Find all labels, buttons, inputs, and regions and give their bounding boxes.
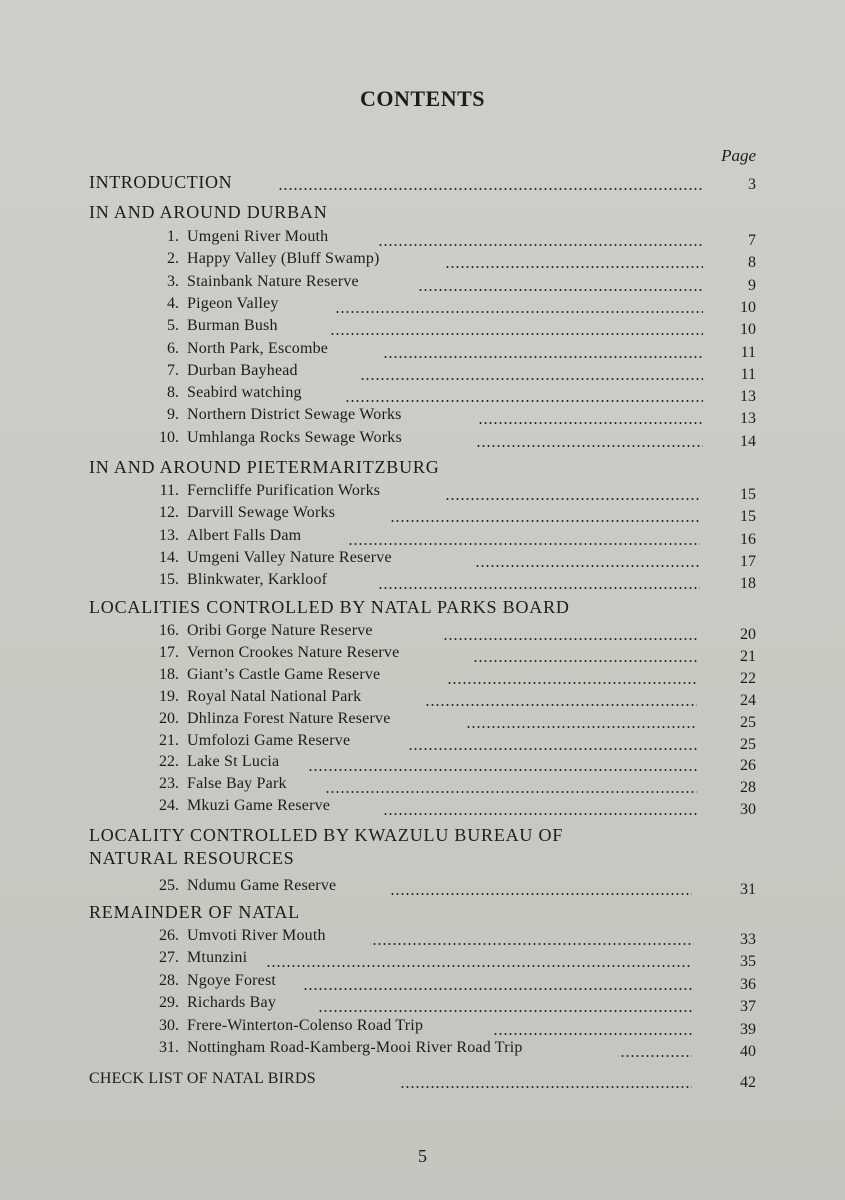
entry-number: 3.	[167, 273, 179, 290]
entry-title: Mkuzi Game Reserve	[187, 797, 331, 814]
dot-leader	[466, 726, 697, 728]
toc-entry	[0, 753, 845, 775]
entry-number: 28.	[159, 972, 179, 989]
dot-leader	[383, 356, 703, 358]
toc-entry	[0, 384, 845, 406]
toc-entry	[0, 362, 845, 384]
entry-title: CHECK LIST OF NATAL BIRDS	[89, 1070, 316, 1087]
entry-page-number: 8	[748, 254, 756, 271]
entry-number: 18.	[159, 666, 179, 683]
dot-leader	[345, 400, 703, 402]
dot-leader	[266, 965, 692, 967]
page-column-label: Page	[721, 146, 756, 165]
toc-entry	[0, 644, 845, 666]
entry-page-number: 37	[740, 998, 756, 1015]
dot-leader	[425, 704, 697, 706]
toc-entry	[0, 571, 845, 593]
toc-entry	[0, 527, 845, 549]
dot-leader	[476, 445, 703, 447]
entry-page-number: 26	[740, 757, 756, 774]
entry-title: Umgeni River Mouth	[187, 228, 329, 245]
entry-number: 12.	[159, 504, 179, 521]
dot-leader	[318, 1010, 692, 1012]
section-heading: REMAINDER OF NATAL	[89, 902, 300, 922]
entry-title: Dhlinza Forest Nature Reserve	[187, 710, 391, 727]
entry-title: Nottingham Road-Kamberg-Mooi River Road Trip	[187, 1039, 523, 1056]
entry-number: 13.	[159, 527, 179, 544]
entry-number: 14.	[159, 549, 179, 566]
entry-number: 27.	[159, 949, 179, 966]
entry-page-number: 13	[740, 410, 756, 427]
entry-page-number: 16	[740, 531, 756, 548]
entry-title: Umvoti River Mouth	[187, 927, 326, 944]
dot-leader	[335, 311, 703, 313]
entry-page-number: 30	[740, 801, 756, 818]
dot-leader	[390, 520, 700, 522]
entry-title: Ngoye Forest	[187, 972, 277, 989]
dot-leader	[378, 244, 703, 246]
entry-number: 23.	[159, 775, 179, 792]
dot-leader	[378, 587, 700, 589]
entry-title: Richards Bay	[187, 994, 277, 1011]
entry-number: 1.	[167, 228, 179, 245]
section-heading: IN AND AROUND PIETERMARITZBURG	[89, 457, 440, 477]
entry-number: 24.	[159, 797, 179, 814]
section-heading: NATURAL RESOURCES	[89, 848, 295, 868]
entry-title: Stainbank Nature Reserve	[187, 273, 359, 290]
toc-entry	[0, 622, 845, 644]
entry-number: 7.	[167, 362, 179, 379]
entry-title: Lake St Lucia	[187, 753, 280, 770]
entry-page-number: 13	[740, 388, 756, 405]
entry-page-number: 21	[740, 648, 756, 665]
toc-entry	[0, 340, 845, 362]
entry-number: 2.	[167, 250, 179, 267]
entry-page-number: 11	[740, 344, 756, 361]
entry-title: Giant’s Castle Game Reserve	[187, 666, 381, 683]
dot-leader	[493, 1033, 692, 1035]
entry-page-number: 10	[740, 321, 756, 338]
entry-title: Seabird watching	[187, 384, 302, 401]
toc-entry	[0, 732, 845, 754]
dot-leader	[473, 660, 697, 662]
entry-title: Albert Falls Dam	[187, 527, 302, 544]
section-heading: IN AND AROUND DURBAN	[89, 202, 328, 222]
entry-number: 5.	[167, 317, 179, 334]
toc-entry	[0, 228, 845, 250]
toc-entry	[0, 797, 845, 819]
entry-page-number: 28	[740, 779, 756, 796]
toc-entry	[0, 994, 845, 1016]
toc-entry	[0, 250, 845, 272]
entry-title: Blinkwater, Karkloof	[187, 571, 328, 588]
entry-page-number: 31	[740, 881, 756, 898]
entry-title: Burman Bush	[187, 317, 278, 334]
entry-page-number: 22	[740, 670, 756, 687]
toc-entry	[0, 688, 845, 710]
entry-title: Northern District Sewage Works	[187, 406, 402, 423]
dot-leader	[383, 813, 697, 815]
toc-entry	[0, 949, 845, 971]
entry-number: 15.	[159, 571, 179, 588]
dot-leader	[360, 378, 703, 380]
entry-page-number: 10	[740, 299, 756, 316]
entry-number: 8.	[167, 384, 179, 401]
entry-page-number: 15	[740, 486, 756, 503]
dot-leader	[278, 188, 703, 190]
entry-page-number: 25	[740, 714, 756, 731]
toc-entry	[0, 1017, 845, 1039]
entry-title: North Park, Escombe	[187, 340, 329, 357]
entry-page-number: 15	[740, 508, 756, 525]
entry-title: Darvill Sewage Works	[187, 504, 336, 521]
dot-leader	[348, 543, 700, 545]
entry-title: INTRODUCTION	[89, 172, 233, 192]
dot-leader	[475, 565, 700, 567]
toc-entry	[0, 406, 845, 428]
entry-page-number: 24	[740, 692, 756, 709]
dot-leader	[308, 769, 697, 771]
toc-entry	[0, 273, 845, 295]
entry-number: 9.	[167, 406, 179, 423]
toc-entry	[0, 429, 845, 451]
dot-leader	[330, 333, 703, 335]
toc-entry	[0, 710, 845, 732]
dot-leader	[390, 893, 692, 895]
dot-leader	[445, 498, 700, 500]
entry-title: Oribi Gorge Nature Reserve	[187, 622, 373, 639]
entry-page-number: 35	[740, 953, 756, 970]
toc-entry	[0, 1070, 845, 1092]
dot-leader	[408, 748, 697, 750]
dot-leader	[372, 943, 692, 945]
dot-leader	[443, 638, 697, 640]
section-heading: LOCALITIES CONTROLLED BY NATAL PARKS BOARD	[89, 597, 570, 617]
entry-number: 21.	[159, 732, 179, 749]
entry-number: 11.	[159, 482, 179, 499]
entry-title: Vernon Crookes Nature Reserve	[187, 644, 400, 661]
toc-entry	[0, 482, 845, 504]
entry-page-number: 11	[740, 366, 756, 383]
toc-entry	[0, 549, 845, 571]
entry-number: 20.	[159, 710, 179, 727]
dot-leader	[325, 791, 697, 793]
toc-entry	[0, 172, 845, 194]
toc-entry	[0, 877, 845, 899]
dot-leader	[620, 1055, 692, 1057]
page-number: 5	[418, 1146, 427, 1166]
entry-page-number: 3	[748, 176, 756, 193]
dot-leader	[400, 1086, 692, 1088]
entry-number: 30.	[159, 1017, 179, 1034]
entry-title: Mtunzini	[187, 949, 248, 966]
entry-page-number: 25	[740, 736, 756, 753]
entry-page-number: 36	[740, 976, 756, 993]
entry-number: 6.	[167, 340, 179, 357]
dot-leader	[445, 266, 703, 268]
toc-entry	[0, 775, 845, 797]
entry-page-number: 42	[740, 1074, 756, 1091]
entry-title: Royal Natal National Park	[187, 688, 362, 705]
entry-title: Ferncliffe Purification Works	[187, 482, 381, 499]
toc-entry	[0, 666, 845, 688]
entry-page-number: 20	[740, 626, 756, 643]
dot-leader	[447, 682, 697, 684]
entry-number: 16.	[159, 622, 179, 639]
toc-entry	[0, 972, 845, 994]
entry-number: 25.	[159, 877, 179, 894]
entry-page-number: 9	[748, 277, 756, 294]
entry-page-number: 17	[740, 553, 756, 570]
page-title: CONTENTS	[359, 86, 486, 111]
toc-entry	[0, 927, 845, 949]
toc-entry	[0, 1039, 845, 1061]
entry-number: 26.	[159, 927, 179, 944]
entry-page-number: 39	[740, 1021, 756, 1038]
entry-page-number: 33	[740, 931, 756, 948]
toc-entry	[0, 317, 845, 339]
entry-title: Frere-Winterton-Colenso Road Trip	[187, 1017, 424, 1034]
toc-entry	[0, 295, 845, 317]
entry-title: Ndumu Game Reserve	[187, 877, 337, 894]
entry-page-number: 7	[748, 232, 756, 249]
dot-leader	[303, 988, 692, 990]
entry-title: Durban Bayhead	[187, 362, 298, 379]
entry-number: 10.	[159, 429, 179, 446]
entry-title: Umgeni Valley Nature Reserve	[187, 549, 392, 566]
toc-entry	[0, 504, 845, 526]
entry-title: Pigeon Valley	[187, 295, 279, 312]
dot-leader	[478, 422, 703, 424]
entry-page-number: 18	[740, 575, 756, 592]
entry-page-number: 40	[740, 1043, 756, 1060]
entry-title: Umfolozi Game Reserve	[187, 732, 351, 749]
entry-title: Happy Valley (Bluff Swamp)	[187, 250, 380, 267]
dot-leader	[418, 289, 703, 291]
entry-title: Umhlanga Rocks Sewage Works	[187, 429, 402, 446]
entry-title: False Bay Park	[187, 775, 287, 792]
entry-number: 29.	[159, 994, 179, 1011]
entry-number: 22.	[159, 753, 179, 770]
entry-number: 19.	[159, 688, 179, 705]
section-heading: LOCALITY CONTROLLED BY KWAZULU BUREAU OF	[89, 825, 564, 845]
entry-number: 31.	[159, 1039, 179, 1056]
entry-number: 4.	[167, 295, 179, 312]
entry-page-number: 14	[740, 433, 756, 450]
entry-number: 17.	[159, 644, 179, 661]
